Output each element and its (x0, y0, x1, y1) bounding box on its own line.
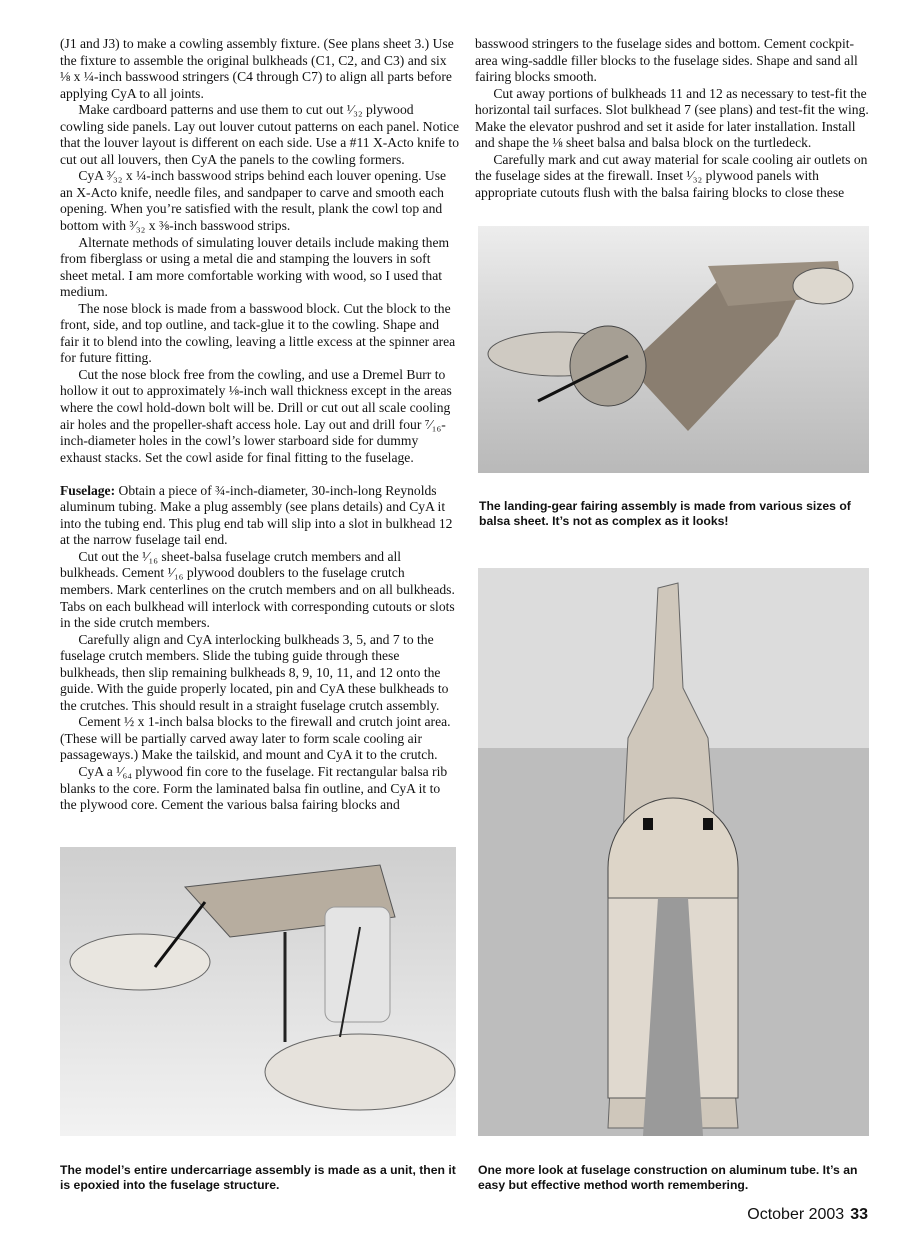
landing-gear-caption: The landing-gear fairing assembly is made from various sizes of balsa sheet. It’s not as complex as it looks! (479, 499, 851, 528)
page-number: 33 (850, 1206, 868, 1223)
fuselage-tube-caption: One more look at fuselage construction on aluminum tube. It’s an easy but effective method worth remembering. (478, 1163, 858, 1192)
paragraph: Carefully mark and cut away material for scale cooling air outlets on the fuselage sides at the firewall. Inset ¹⁄₃₂ plywood panels with appropriate cutouts flush with the balsa fairing blocks to close these (475, 151, 868, 200)
landing-gear-fairing-photo (478, 226, 869, 473)
paragraph: The nose block is made from a basswood block. Cut the block to the front, side, and top outline, and tack-glue it to the cowling. Shape and fair it to blend into the cowling, leaving a little excess at the spinner area for future fitting. (60, 300, 456, 366)
paragraph: Cut out the ¹⁄₁₆ sheet-balsa fuselage crutch members and all bulkheads. Cement ¹⁄₁₆ plywood doublers to the fuselage crutch members. Mark centerlines on the crutch members and on all bulkheads. Tabs on each bulkhead will interlock with corresponding cutouts or slots in the side crutch members. (60, 548, 455, 631)
paragraph: Carefully align and CyA interlocking bulkheads 3, 5, and 7 to the fuselage crutch members. Slide the tubing guide through these bulkheads, then slip remaining bulkheads 8, 9, 10, 11, and 12 onto the guide. With the guide properly located, pin and CyA these bulkheads to the crutches. This should result in a straight fuselage crutch assembly. (60, 631, 449, 713)
left-text-column (60, 36, 460, 814)
issue-date: October 2003 (747, 1206, 845, 1223)
undercarriage-caption: The model’s entire undercarriage assembly is made as a unit, then it is epoxied into the fuselage structure. (60, 1163, 456, 1192)
paragraph: basswood stringers to the fuselage sides and bottom. Cement cockpit-area wing-saddle filler blocks to the fuselage sides. Shape and sand all fairing blocks smooth. (475, 36, 858, 85)
right-text-column (475, 36, 875, 201)
undercarriage-photo (60, 847, 456, 1136)
paragraph: CyA a ¹⁄₆₄ plywood fin core to the fuselage. Fit rectangular balsa rib blanks to the core. Form the laminated balsa fin outline, and CyA it to the plywood core. Cement the various balsa fairing blocks and (60, 764, 448, 813)
paragraph: CyA ³⁄₃₂ x ¼-inch basswood strips behind each louver opening. Use an X-Acto knife, needle files, and sandpaper to carve and smooth each opening. When you’re satisfied with the result, plank the cowl top and bottom with ³⁄₃₂ x ⅜-inch basswood strips. (60, 168, 447, 234)
paragraph: Cut the nose block free from the cowling, and use a Dremel Burr to hollow it out to approximately ⅛-inch wall thickness except in the areas where the cowl hold-down bolt will be. Drill or cut out all scale cooling air holes and the propeller-shaft access hole. Lay out and drill four ⁷⁄₁₆-inch-diameter holes in the cowl’s lower starboard side for dummy exhaust stacks. Set the cowl aside for final fitting to the fuselage. (60, 366, 452, 465)
section-heading: Fuselage: (60, 482, 116, 498)
paragraph-text: Obtain a piece of ¾-inch-diameter, 30-inch-long Reynolds aluminum tubing. Make a plug assembly (see plans details) and CyA it into the tubing end. This plug end tab will slip into a slot in bulkhead 12 at the narrow fuselage tail end. (60, 482, 453, 548)
paragraph: Cut away portions of bulkheads 11 and 12 as necessary to test-fit the horizontal tail surfaces. Slot bulkhead 7 (see plans) and test-fit the wing. Make the elevator pushrod and set it aside for later installation. Install and shape the ⅛ sheet balsa and balsa block on the turtledeck. (475, 85, 869, 151)
paragraph: Make cardboard patterns and use them to cut out ¹⁄₃₂ plywood cowling side panels. Lay out louver cutout patterns on each panel. Notice that the louver layout is different on each side. Use a #11 X-Acto knife to cut out all louvers, then CyA the panels to the cowling formers. (60, 102, 460, 167)
paragraph: Alternate methods of simulating louver details include making them from fiberglass or using a metal die and stamping the louvers in soft sheet metal. I am more comfortable working with wood, so I used that medium. (60, 234, 450, 300)
fuselage-tube-photo (478, 568, 869, 1136)
paragraph: (J1 and J3) to make a cowling assembly fixture. (See plans sheet 3.) Use the fixture to assemble the original bulkheads (C1, C2, and C3) and six ⅛ x ¼-inch basswood stringers (C4 through C7) to align all parts before applying CyA to all joints. (60, 36, 454, 101)
page-footer (747, 1206, 868, 1224)
fuselage-paragraph (60, 483, 460, 549)
paragraph: Cement ½ x 1-inch balsa blocks to the firewall and crutch joint area. (These will be partially carved away later to form scale cooling air passageways.) Make the tailskid, and mount and CyA it to the crutch. (60, 714, 451, 763)
